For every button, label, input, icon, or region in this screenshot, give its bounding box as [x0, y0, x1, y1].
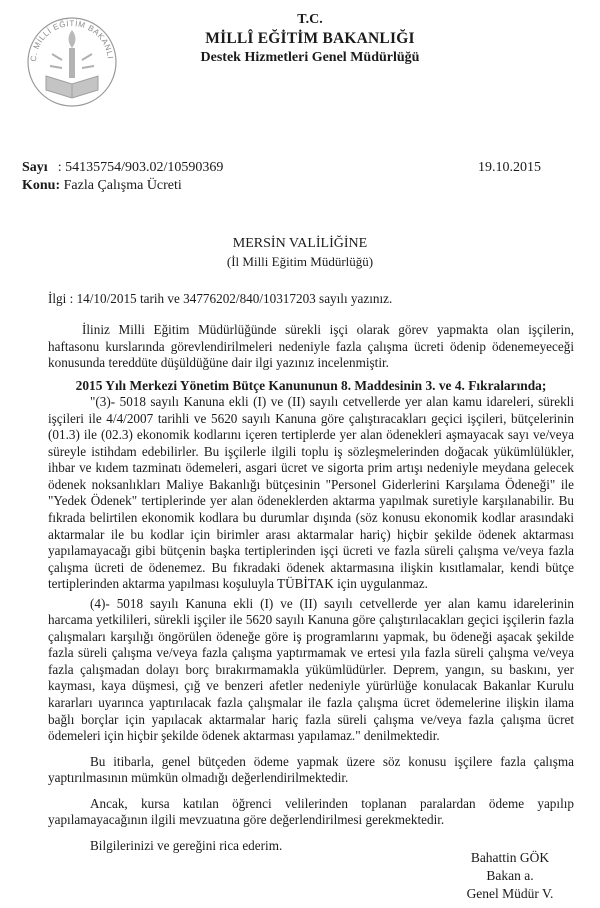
- law-heading: 2015 Yılı Merkezi Yönetim Bütçe Kanununun 8. Maddesinin 3. ve 4. Fıkralarında;: [75, 377, 547, 393]
- paragraph-conclusion: Bu itibarla, genel bütçeden ödeme yapmak üzere söz konusu işçilere fazla çalışma yaptırılmasının mümkün olmadığı değerlendirilmektedir.: [48, 753, 574, 786]
- paragraph-intro: İliniz Milli Eğitim Müdürlüğünde sürekli işçi olarak görev yapmakta olan işçilerin, haftasonu kurslarında görevlendirilmeleri nedeniyle fazla çalışma ücreti ödenip ödenemeyeceği konusunda tereddüte düşüldüğüne dair ilgi yazınız incelenmiştir.: [48, 322, 574, 371]
- signatory-title: Genel Müdür V.: [466, 886, 554, 901]
- recipient-line2: (İl Milli Eğitim Müdürlüğü): [226, 254, 374, 269]
- ilgi-reference: İlgi : 14/10/2015 tarih ve 34776202/840/10317203 sayılı yazınız.: [48, 291, 393, 306]
- signatory-name: Bahattin GÖK: [470, 850, 550, 865]
- paragraph-closing: Bilgilerinizi ve gereğini rica ederim.: [90, 837, 283, 853]
- header-tc: T.C.: [297, 12, 323, 27]
- konu-value: Fazla Çalışma Ücreti: [63, 178, 182, 193]
- paragraph-clause-4: (4)- 5018 sayılı Kanuna ekli (I) ve (II) sayılı cetvellerde yer alan kamu idarelerinin harcama yetkilileri, sürekli işçiler ile 5620 sayılı Kanuna göre çalıştırılacakları geçici işçilerin fazla çalışmaları karşılığı öngörülen ödeneğe göre iş programlarını yapmak, bu ödeneği aşacak şekilde fazla süreli çalışma ve/veya fazla çalışma yaptırmamak ve ertesi yıla fazla süreli çalışma ve/veya fazla çalışmadan dolayı borç bırakırmamakla yükümlüdürler. Deprem, yangın, su baskını, yer kayması, kaya düşmesi, çığ ve benzeri afetler nedeniyle yürürlüğe konulacak Bakanlar Kurulu kararları uyarınca yaptırılacak fazla çalışmalar ile fazla çalışma ücret ödemelerine ilişkin ilama bağlı borçlar için yapılacak aktarmalar hariç fazla süreli çalışma ve/veya fazla çalışma ücret ödemeleri için hiçbir şekilde ödenek aktarması yapılamaz." denilmektedir.: [48, 595, 574, 744]
- konu-row: [22, 178, 182, 194]
- paragraph-fees: Ancak, kursa katılan öğrenci velilerinden toplanan paralardan ödeme yapılıp yapılamayacağının ilgili mevzuatına göre değerlendirilmesi gerekmektedir.: [48, 795, 574, 828]
- header-ministry: MİLLÎ EĞİTİM BAKANLIĞI: [205, 30, 415, 47]
- logo-text: C. MİLLİ EĞİTİM BAKANLI: [28, 18, 115, 62]
- signatory-proxy: Bakan a.: [486, 868, 534, 883]
- letter-body: [48, 322, 574, 854]
- header-directorate: Destek Hizmetleri Genel Müdürlüğü: [200, 50, 420, 65]
- konu-label: Konu:: [22, 178, 61, 193]
- signature-block: [440, 849, 580, 903]
- ministry-logo: [22, 10, 122, 110]
- sayi-label: Sayı: [22, 160, 48, 175]
- sayi-row: [22, 160, 223, 176]
- recipient-line1: MERSİN VALİLİĞİNE: [232, 236, 368, 251]
- sayi-value: : 54135754/903.02/10590369: [57, 160, 224, 175]
- paragraph-clause-3: "(3)- 5018 sayılı Kanuna ekli (I) ve (II) sayılı cetvellerde yer alan kamu idareleri, sürekli işçileri ile 4/4/2007 tarihli ve 5620 sayılı Kanuna göre çalıştıracakları geçici işçileri, bütçelerinin (01.3) ile (02.3) ekonomik kodlarını içeren tertiplerde yer alan ödenekleri aşmayacak sayı ve/veya süreyle istihdam edebilirler. Bu işçilerle ilgili toplu iş sözleşmelerinden doğacak yükümlülükler, ihbar ve kıdem tazminatı ödemeleri, asgari ücret ve sigorta prim artışı nedeniyle meydana gelecek ödenek noksanlıkları Maliye Bakanlığı bütçesinin "Personel Giderlerini Karşılama Ödeneği" ile "Yedek Ödenek" tertiplerinde yer alan ödeneklerden aktarma yapılmak suretiyle karşılanabilir. Bu fıkrada belirtilen ekonomik kodlara bu durumlar dışında (söz konusu ekonomik kodlar arasındaki aktarmalar ile bu kodlar için birimler arası aktarmalar hariç) hiçbir şekilde ödenek aktarması yapılamayacağı gibi bütçenin başka tertiplerinden işçi ücreti ve fazla süreli çalışma ve/veya fazla çalışma ücreti de ödenemez. Bu fıkradaki ödenek aktarmasına ilişkin kısıtlamalar, kendi bütçe tertiplerinden aktarma yapılması koşuluyla TÜBİTAK için uygulanmaz.: [48, 394, 574, 592]
- document-date: 19.10.2015: [478, 160, 541, 175]
